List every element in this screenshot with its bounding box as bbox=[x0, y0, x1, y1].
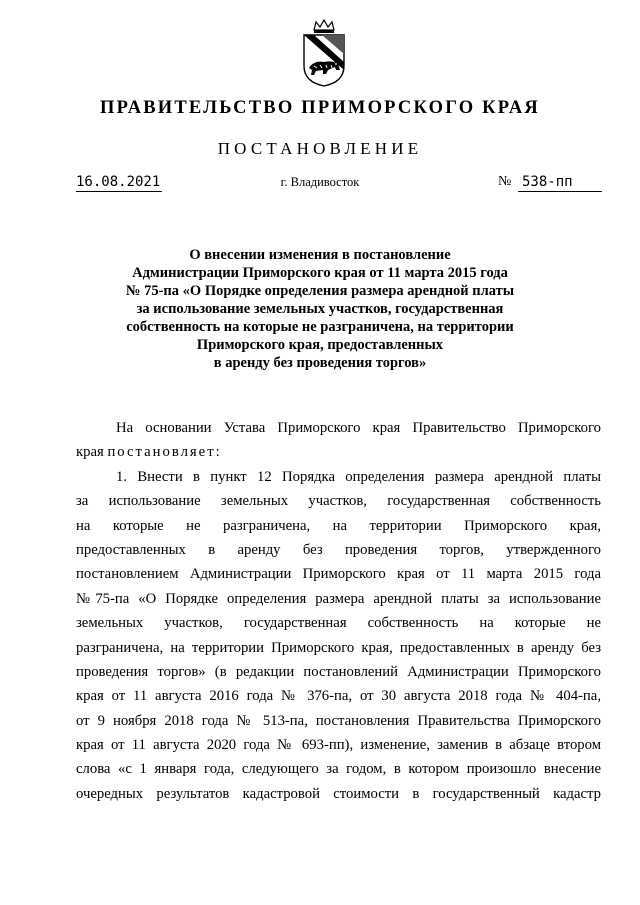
heading-line: собственность на которые не разграничена, на территории bbox=[126, 319, 514, 335]
body-line: слова «с 1 января года, следующего за годом, в котором произошло внесение bbox=[76, 761, 601, 778]
document-body bbox=[76, 416, 601, 806]
body-line: очередных результатов кадастровой стоимости в государственный кадастр bbox=[76, 785, 601, 802]
heading-line: О внесении изменения в постановление bbox=[189, 247, 451, 263]
body-line: края от 11 августа 2020 года № 693-пп), изменение, заменив в абзаце втором bbox=[76, 737, 601, 754]
heading-line: Администрации Приморского края от 11 марта 2015 года bbox=[132, 265, 508, 281]
body-line: края от 11 августа 2016 года № 376-па, от 30 августа 2018 года № 404-па, bbox=[76, 688, 601, 705]
body-text-span: края bbox=[76, 444, 104, 461]
coat-of-arms-icon bbox=[300, 18, 348, 88]
body-line: от 9 ноября 2018 года № 513-па, постановления Правительства Приморского bbox=[76, 712, 601, 729]
body-line: №75-па «О Порядке определения размера арендной платы за использование bbox=[76, 590, 601, 607]
heading-line: за использование земельных участков, государственная bbox=[136, 301, 504, 317]
document-city: г. Владивосток bbox=[280, 175, 360, 189]
heading-line: в аренду без проведения торгов» bbox=[213, 355, 427, 371]
body-line: предоставленных в аренду без проведения торгов, утвержденного bbox=[76, 541, 601, 558]
heading-line: № 75-па «О Порядке определения размера арендной платы bbox=[125, 283, 515, 299]
document-heading bbox=[80, 246, 560, 372]
body-line bbox=[76, 440, 601, 464]
document-number-label: № bbox=[498, 174, 512, 189]
body-line: 1. Внести в пункт 12 Порядка определения размера арендной платы bbox=[116, 468, 601, 485]
body-line: земельных участков, государственная собственность на которые не bbox=[76, 615, 601, 632]
body-line: проведения торгов» (в редакции постановлений Администрации Приморского bbox=[76, 663, 601, 680]
body-line: постановлением Администрации Приморского края от 11 марта 2015 года bbox=[76, 566, 601, 583]
heading-line: Приморского края, предоставленных bbox=[196, 337, 444, 353]
body-line: разграничена, на территории Приморского края, предоставленных в аренду без bbox=[76, 639, 601, 656]
body-line: На основании Устава Приморского края Правительство Приморского bbox=[116, 420, 601, 436]
body-line: за использование земельных участков, государственная собственность bbox=[76, 493, 601, 510]
document-date: 16.08.2021 bbox=[76, 174, 161, 190]
body-line: на которые не разграничена, на территории Приморского края, bbox=[76, 517, 601, 534]
document-number: 538-пп bbox=[518, 174, 602, 192]
document-type: ПОСТАНОВЛЕНИЕ bbox=[217, 139, 423, 158]
government-title: ПРАВИТЕЛЬСТВО ПРИМОРСКОГО КРАЯ bbox=[99, 98, 540, 118]
decree-keyword: постановляет: bbox=[107, 444, 222, 461]
